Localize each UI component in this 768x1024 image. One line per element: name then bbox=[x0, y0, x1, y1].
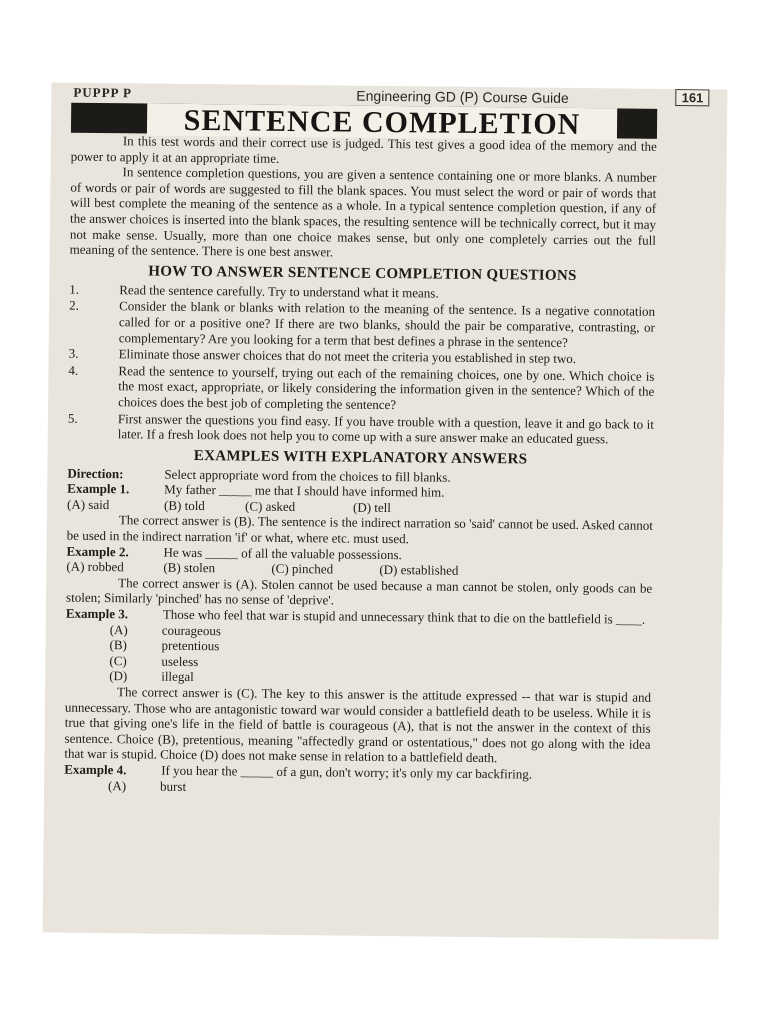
example-2-explanation: The correct answer is (A). Stolen cannot be used because a man cannot be stolen, only goods can be stolen; Similarly 'pinched' has no sense of 'deprive'. bbox=[65, 575, 653, 608]
option-letter: (B) bbox=[109, 637, 128, 653]
option-text: courageous bbox=[161, 622, 222, 638]
step-number: 5. bbox=[67, 410, 78, 426]
option-letter: (D) bbox=[109, 668, 128, 684]
direction-label: Direction: bbox=[67, 465, 124, 481]
example-4-question: If you hear the _____ of a gun, don't worry; it's only my car backfiring. bbox=[161, 762, 533, 782]
step-number: 1. bbox=[69, 281, 80, 297]
step-text: Read the sentence to yourself, trying out each of the remaining choices, one by one. Which choice is the most exact, appropriate, or likely considering the information given in the sentence? Which of the choices does the best job of completing the sentence? bbox=[118, 362, 655, 413]
step-number: 3. bbox=[68, 345, 79, 361]
option-item: (C) asked bbox=[244, 498, 296, 514]
direction-text: Select appropriate word from the choices to fill blanks. bbox=[164, 466, 451, 485]
option-letter: (A) bbox=[109, 621, 128, 637]
example-3-label: Example 3. bbox=[65, 605, 129, 622]
option-item: (D) established bbox=[379, 562, 459, 579]
example-2-label: Example 2. bbox=[66, 543, 129, 559]
intro-paragraph-2: In sentence completion questions, you are given a sentence containing one or more blanks. A number of words or pair of words are suggested to fill the blank spaces. You must select the word or pair of words that will best complete the meaning of the sentence as a whole. In a typical sentence completion question, if any of the answer choices is inserted into the blank spaces, the resulting sentence will be technically correct, but it may not make sense. Usually, more than one choice makes sense, but only one completely carries out the full meaning of the sentence. There is one best answer. bbox=[69, 164, 657, 260]
example-3-options bbox=[109, 622, 652, 690]
example-3-explanation: The correct answer is (C). The key to this answer is the attitude expressed -- that war is stupid and unnecessary. Those who are antagonistic toward war would consider a battlefield death to be useless. While it is true that giving one's life in the field of battle is courageous (A), that is not the answer in the context of this sentence. Choice (B), pretentious, meaning "affectedly grand or ostentatious," does not go along with the idea that war is stupid. Choice (D) does not make sense in relation to a battlefield death. bbox=[64, 684, 652, 766]
option-text: illegal bbox=[161, 669, 194, 685]
intro-paragraph-1: In this test words and their correct use is judged. This test gives a good idea of the memory and the power to apply it at an appropriate time. bbox=[70, 133, 657, 166]
example-1-label: Example 1. bbox=[67, 480, 130, 497]
option-item: (C) pinched bbox=[271, 561, 334, 577]
option-item: (A) robbed bbox=[66, 558, 124, 575]
header-left-text: PUPPP P bbox=[73, 84, 133, 101]
step-text: Eliminate those answer choices that do not meet the criteria you established in step two. bbox=[118, 346, 577, 367]
step-number: 2. bbox=[69, 298, 79, 314]
page-title: SENTENCE COMPLETION bbox=[147, 103, 617, 140]
page-number: 161 bbox=[676, 89, 710, 106]
step-item bbox=[68, 362, 654, 415]
option-item: (A) said bbox=[66, 496, 110, 512]
example-4-label: Example 4. bbox=[64, 761, 127, 778]
step-text: Consider the blank or blanks with relation to the meaning of the sentence. Is a negative connotation called for or a positive one? If there are two blanks, should the pair be comparative, contrasting, or complementary? Are you looking for a term that best defines a phrase in the sentence? bbox=[118, 298, 656, 350]
step-item bbox=[68, 410, 654, 447]
examples-heading: EXAMPLES WITH EXPLANATORY ANSWERS bbox=[193, 447, 528, 468]
option-text: useless bbox=[161, 653, 199, 669]
option-item: (B) told bbox=[163, 497, 205, 513]
example-1-question: My father _____ me that I should have informed him. bbox=[164, 481, 445, 500]
header-course-title: Engineering GD (P) Course Guide bbox=[356, 87, 569, 106]
option-item: (B) stolen bbox=[163, 559, 216, 576]
example-1-explanation: The correct answer is (B). The sentence is the indirect narration so 'said' cannot be used. Asked cannot be used in the indirect narration 'if' or what, where etc. must used. bbox=[66, 512, 653, 547]
option-item: (D) tell bbox=[352, 499, 392, 515]
step-text: Read the sentence carefully. Try to understand what it means. bbox=[119, 281, 439, 301]
step-item bbox=[69, 298, 655, 351]
example-2-question: He was _____ of all the valuable possessions. bbox=[163, 544, 402, 562]
option-text: pretentious bbox=[161, 637, 220, 654]
page-content bbox=[64, 133, 657, 799]
example-3-question: Those who feel that war is stupid and unnecessary think that to die on the battlefield is ____. bbox=[162, 606, 646, 627]
option-text: burst bbox=[160, 778, 187, 794]
option-letter: (A) bbox=[108, 777, 127, 793]
step-text: First answer the questions you find easy. If you have trouble with a question, leave it and go back to it later. If a fresh look does not help you to come up with a sure answer make an educated guess. bbox=[117, 410, 655, 447]
steps-list bbox=[68, 281, 656, 447]
option-letter: (C) bbox=[109, 652, 127, 669]
how-to-heading: HOW TO ANSWER SENTENCE COMPLETION QUESTIONS bbox=[148, 263, 577, 284]
step-number: 4. bbox=[68, 362, 79, 378]
book-page bbox=[43, 82, 728, 939]
